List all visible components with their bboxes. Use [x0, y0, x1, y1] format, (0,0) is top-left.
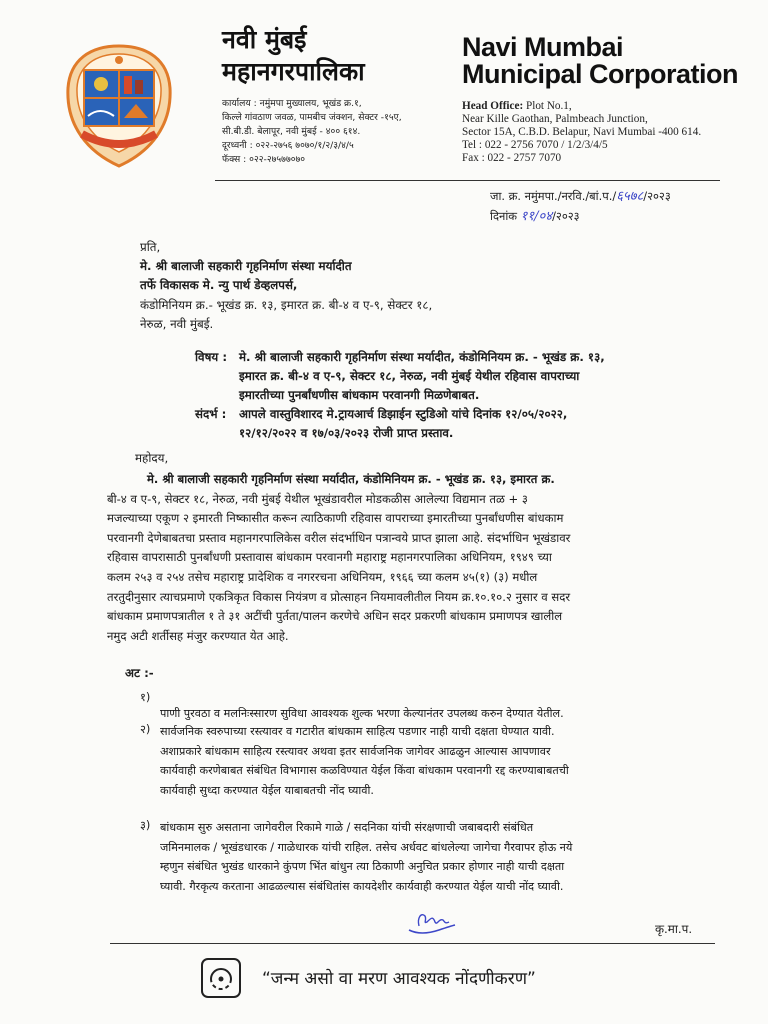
registration-emblem-icon [200, 957, 242, 999]
nmmc-logo-emblem [60, 42, 178, 172]
paragraph-line: परवानगी देणेबाबतचा प्रस्ताव महानगरपालिकेस वरील संदर्भाधिन पत्रान्वये प्राप्त झाला आहे. संदर्भाधिन भूखंडावर [107, 530, 571, 545]
point-line: जमिनमालक / भूखंडधारक / गाळेधारक यांची राहिल. तसेच अर्धवट बांधलेल्या जागेचा गैरवापर होऊ नये [160, 840, 573, 854]
reference-label: संदर्भ : [195, 407, 227, 421]
paragraph-line: मजल्याच्या एकूण २ इमारती निष्कासीत करून त्याठिकाणी रहिवास वापराच्या इमारतीच्या पुनर्बांधणीस बांधकाम [107, 511, 564, 526]
paragraph-line: नमुद अटी शर्तीसह मंजुर करण्यात येत आहे. [107, 628, 289, 643]
ref-no-suffix: /२०२३ [643, 189, 671, 203]
address-mr-line: सी.बी.डी. बेलापूर, नवी मुंबई - ४०० ६१४. [222, 126, 361, 137]
paragraph-line: मे. श्री बालाजी सहकारी गृहनिर्माण संस्था मर्यादीत, कंडोमिनियम क्र. - भूखंड क्र. १३, इमारत क्र. [147, 472, 555, 486]
ref-no-handwritten: ६५७८ [616, 189, 644, 204]
subject-label: विषय : [195, 350, 228, 364]
org-name-english-line2: Municipal Corporation [462, 59, 738, 89]
reference-line: १२/१२/२०२२ व १७/०३/२०२३ रोजी प्राप्त प्रस्ताव. [239, 426, 454, 440]
reference-date [490, 206, 580, 224]
address-en-line: Sector 15A, C.B.D. Belapur, Navi Mumbai -400 614. [462, 126, 702, 138]
ref-no-label: जा. क्र. नमुंमपा./नरवि./बां.प./ [490, 189, 617, 203]
address-mr-line: कार्यालय : नमुंमपा मुख्यालय, भूखंड क्र.१, [222, 98, 362, 109]
point-line: कार्यवाही सुध्दा करण्यात येईल याबाबतची नोंद घ्यावी. [160, 783, 374, 797]
recipient-block [140, 238, 432, 334]
address-english [462, 100, 762, 165]
footer-slogan: “जन्म असो वा मरण आवश्यक नोंदणीकरण” [262, 969, 536, 989]
subject-line: इमारतीच्या पुनर्बांधणीस बांधकाम परवानगी मिळणेबाबत. [239, 388, 480, 402]
condition-point-2 [160, 722, 720, 800]
handwritten-initials-signature [405, 908, 457, 938]
point-line: पाणी पुरवठा व मलनिःस्सारण सुविधा आवश्यक शुल्क भरणा केल्यानंतर उपलब्ध करुन देण्यात येतील. [160, 707, 564, 720]
address-en-line: Fax : 022 - 2757 7070 [462, 152, 562, 164]
subject-block [195, 348, 725, 443]
point-line: अशाप्रकारे बांधकाम साहित्य रस्त्यावर अथवा इतर सार्वजनिक जागेवर आढळुन आल्यास आपणावर [160, 744, 551, 758]
address-en-line: Tel : 022 - 2756 7070 / 1/2/3/4/5 [462, 139, 608, 151]
point-line: बांधकाम सुरु असताना जागेवरील रिकामे गाळे / सदनिका यांची संरक्षणाची जबाबदारी संबंधित [160, 821, 534, 834]
address-marathi [222, 97, 462, 167]
paragraph-line: कलम २५३ व २५४ तसेच महाराष्ट्र प्रादेशिक व नगररचना अधिनियम, १९६६ च्या कलम ४५(१) (३) मधील [107, 569, 538, 584]
recipient-line: मे. श्री बालाजी सहकारी गृहनिर्माण संस्था मर्यादीत [140, 259, 352, 274]
kmp-label: कृ.मा.प. [655, 922, 693, 936]
salutation: महोदय, [135, 451, 169, 465]
point-number: २) [140, 722, 151, 736]
date-suffix: /२०२३ [552, 209, 580, 223]
paragraph-line: बांधकाम प्रमाणपत्रातील १ ते ३१ अटींची पुर्तता/पालन करणेचे अधिन सदर प्रकरणी बांधकाम प्रमाणपत्र खालील [107, 609, 563, 624]
header-divider [215, 180, 720, 181]
address-mr-line: किल्ले गांवठाण जवळ, पामबीच जंक्शन, सेक्टर -१५ए, [222, 112, 402, 123]
condition-point-1 [160, 704, 720, 724]
subject-line: इमारत क्र. बी-४ व ए-९, सेक्टर १८, नेरुळ, नवी मुंबई येथील रहिवास वापराच्या [239, 369, 580, 383]
subject-line: मे. श्री बालाजी सहकारी गृहनिर्माण संस्था मर्यादीत, कंडोमिनियम क्र. - भूखंड क्र. १३, [239, 350, 605, 364]
point-line: कार्यवाही करणेबाबत संबंधित विभागास कळविण्यात येईल किंवा बांधकाम परवानगी रद्द करण्याबाबतची [160, 764, 569, 778]
paragraph-line: रहिवास वापरासाठी पुनर्बांधणी प्रस्तावास बांधकाम परवानगी महाराष्ट्र महानगरपालिका अधिनियम, १९४९ च्या [107, 550, 552, 565]
main-paragraph [107, 470, 707, 646]
address-en-line: Plot No.1, [526, 100, 572, 112]
address-mr-line: फॅक्स : ०२२-२७५७७०७० [222, 154, 306, 165]
prati: प्रति, [140, 240, 161, 254]
point-number: ३) [140, 818, 151, 832]
org-name-english-line1: Navi Mumbai [462, 32, 624, 62]
point-line: घ्यावी. गैरकृत्य करताना आढळल्यास संबंधितांस कायदेशीर कार्यवाही करण्यात येईल याची नोंद घ्यावी. [160, 879, 564, 893]
point-line: सार्वजनिक स्वरुपाच्या रस्त्यावर व गटारीत बांधकाम साहित्य पडणार नाही याची दक्षता घेण्यात यावी. [160, 725, 555, 738]
address-en-line: Near Kille Gaothan, Palmbeach Junction, [462, 113, 648, 125]
recipient-line: नेरुळ, नवी मुंबई. [140, 316, 214, 331]
condition-point-3 [160, 818, 720, 896]
point-line: म्हणुन संबंधित भुखंड धारकाने कुंपण भिंत बांधुन त्या ठिकाणी अनुचित प्रकार होणार नाही याची दक्षता [160, 860, 565, 874]
recipient-line: कंडोमिनियम क्र.- भूखंड क्र. १३, इमारत क्र. बी-४ व ए-९, सेक्टर १८, [140, 297, 433, 312]
paragraph-line: बी-४ व ए-९, सेक्टर १८, नेरुळ, नवी मुंबई येथील भूखंडावरील मोडकळीस आलेल्या विद्यमान तळ + ३ [107, 491, 528, 506]
reference-number [490, 186, 671, 204]
date-handwritten: ११/०४ [520, 209, 553, 224]
recipient-line: तर्फे विकासक मे. न्यु पार्थ डेव्हलपर्स, [140, 278, 298, 293]
conditions-label: अट :- [125, 666, 154, 680]
paragraph-line: तरतुदीनुसार त्याचप्रमाणे एकत्रिकृत विकास नियंत्रण व प्रोत्साहन नियमावलीतील नियम क्र.१०.१०.२ नुसार व सदर [107, 589, 571, 604]
org-name-marathi-line1: नवी मुंबई [222, 25, 307, 54]
point-number: १) [140, 690, 151, 704]
org-name-marathi-line2: महानगरपालिका [222, 57, 365, 86]
reference-line: आपले वास्तुविशारद मे.ट्रायआर्च डिझाईन स्टुडिओ यांचे दिनांक १२/०५/२०२२, [239, 407, 568, 421]
head-office-label: Head Office: [462, 100, 524, 112]
date-label: दिनांक [490, 209, 518, 223]
footer-divider [110, 943, 715, 944]
address-mr-line: दूरध्वनी : ०२२-२७५६ ७०७०/१/२/३/४/५ [222, 140, 354, 151]
